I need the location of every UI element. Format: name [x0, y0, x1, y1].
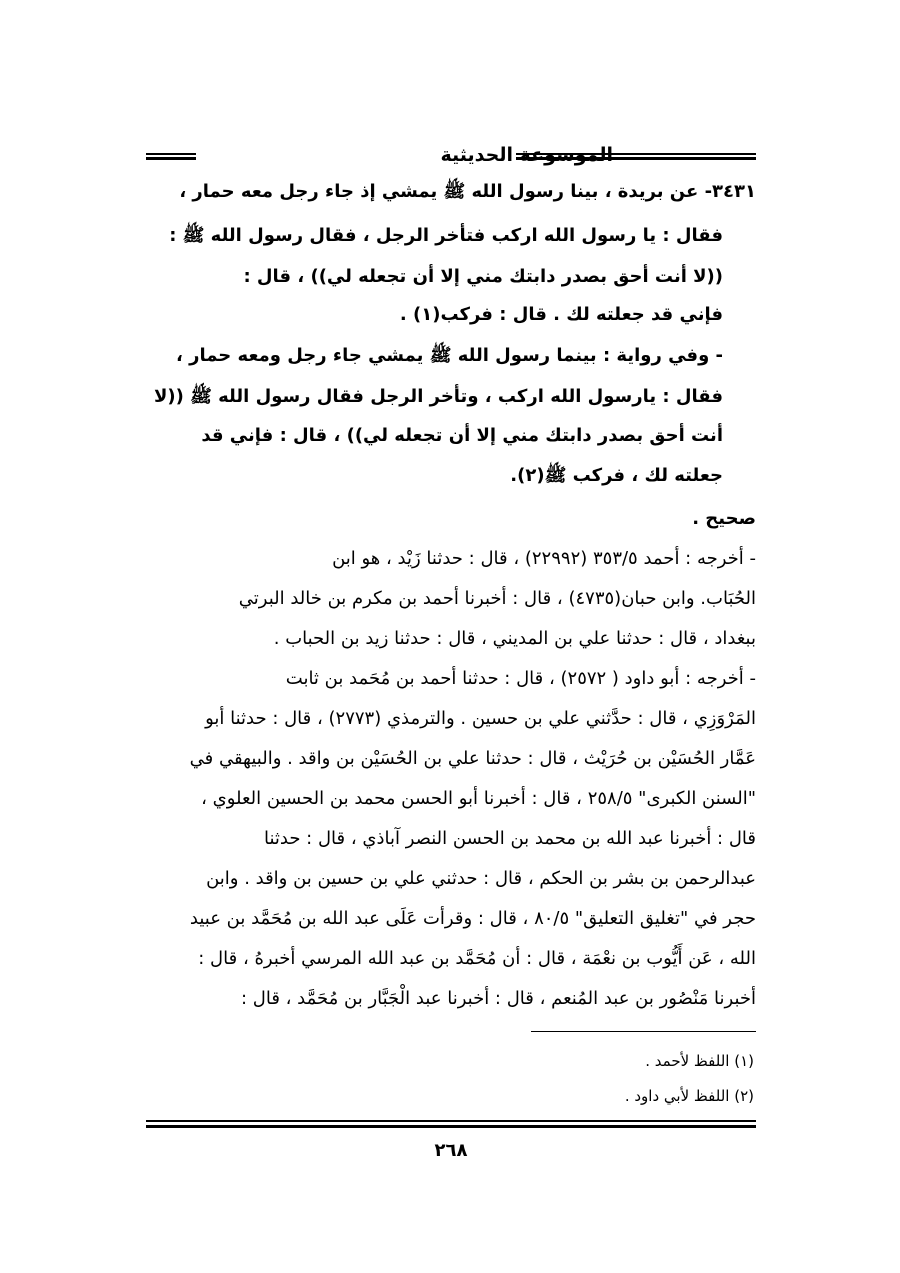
takhrij-line: الله ، عَن أَيُّوب بن نعْمَة ، قال : أن مُحَمَّد بن عبد الله المرسي أخبرهُ ، قال :	[198, 948, 756, 969]
takhrij-line: - أخرجه : أحمد ٣٥٣/٥ (٢٢٩٩٢) ، قال : حدثنا زَيْد ، هو ابن	[332, 548, 756, 569]
takhrij-line: حجر في "تغليق التعليق" ٨٠/٥ ، قال : وقرأت عَلَى عبد الله بن مُحَمَّد بن عبيد	[189, 908, 756, 929]
hadith-line: - وفي رواية : بينما رسول الله ﷺ يمشي جاء رجل ومعه حمار ،	[176, 345, 723, 366]
takhrij-line: المَرْوَزِي ، قال : حدَّثني علي بن حسين . والترمذي (٢٧٧٣) ، قال : حدثنا أبو	[205, 708, 756, 729]
takhrij-line: - أخرجه : أبو داود ( ٢٥٧٢) ، قال : حدثنا أحمد بن مُحَمد بن ثابت	[285, 668, 756, 689]
takhrij-line: أخبرنا مَنْصُور بن عبد المُنعم ، قال : أخبرنا عبد الْجَبَّار بن مُحَمَّد ، قال :	[240, 988, 756, 1009]
footnote-2: (٢) اللفظ لأبي داود .	[624, 1087, 754, 1105]
hadith-line: أنت أحق بصدر دابتك مني إلا أن تجعله لي)) ، قال : فإني قد	[201, 425, 723, 446]
hadith-line: فإني قد جعلته لك . قال : فركب(١) .	[399, 304, 723, 325]
takhrij-line: عبدالرحمن بن بشر بن الحكم ، قال : حدثني علي بن حسين بن واقد . وابن	[206, 868, 756, 889]
footnote-1: (١) اللفظ لأحمد .	[645, 1052, 754, 1070]
hadith-line: جعلته لك ، فركب ﷺ(٢).	[510, 465, 723, 486]
footnote-separator	[531, 1031, 756, 1032]
hadith-line: فقال : يارسول الله اركب ، وتأخر الرجل فقال رسول الله ﷺ ((لا	[153, 386, 723, 407]
page-number: ٢٦٨	[434, 1140, 468, 1161]
hadith-line: ٣٤٣١- عن بريدة ، بينا رسول الله ﷺ يمشي إذ جاء رجل معه حمار ،	[179, 181, 756, 202]
running-header	[146, 142, 756, 168]
hadith-line: فقال : يا رسول الله اركب فتأخر الرجل ، فقال رسول الله ﷺ :	[169, 225, 723, 246]
grade-label: صحيح .	[692, 508, 756, 529]
takhrij-line: عَمَّار الحُسَيْن بن حُرَيْث ، قال : حدثنا علي بن الحُسَيْن بن واقد . والبيهقي في	[189, 748, 756, 769]
takhrij-line: قال : أخبرنا عبد الله بن محمد بن الحسن النصر آباذي ، قال : حدثنا	[263, 828, 756, 849]
header-rule-left-thick	[146, 157, 196, 160]
footer-rule-thick	[146, 1125, 756, 1128]
takhrij-line: ببغداد ، قال : حدثنا علي بن المديني ، قال : حدثنا زيد بن الحباب .	[273, 628, 756, 649]
takhrij-line: الحُبَاب. وابن حبان(٤٧٣٥) ، قال : أخبرنا أحمد بن مكرم بن خالد البرتي	[238, 588, 756, 609]
header-title: الموسوعة الحديثية	[440, 144, 613, 166]
hadith-line: ((لا أنت أحق بصدر دابتك مني إلا أن تجعله لي)) ، قال :	[243, 266, 723, 287]
footer-rule-top	[146, 1120, 756, 1122]
takhrij-line: "السنن الكبرى" ٢٥٨/٥ ، قال : أخبرنا أبو الحسن محمد بن الحسين العلوي ،	[201, 788, 756, 809]
header-rule-left	[146, 153, 196, 155]
